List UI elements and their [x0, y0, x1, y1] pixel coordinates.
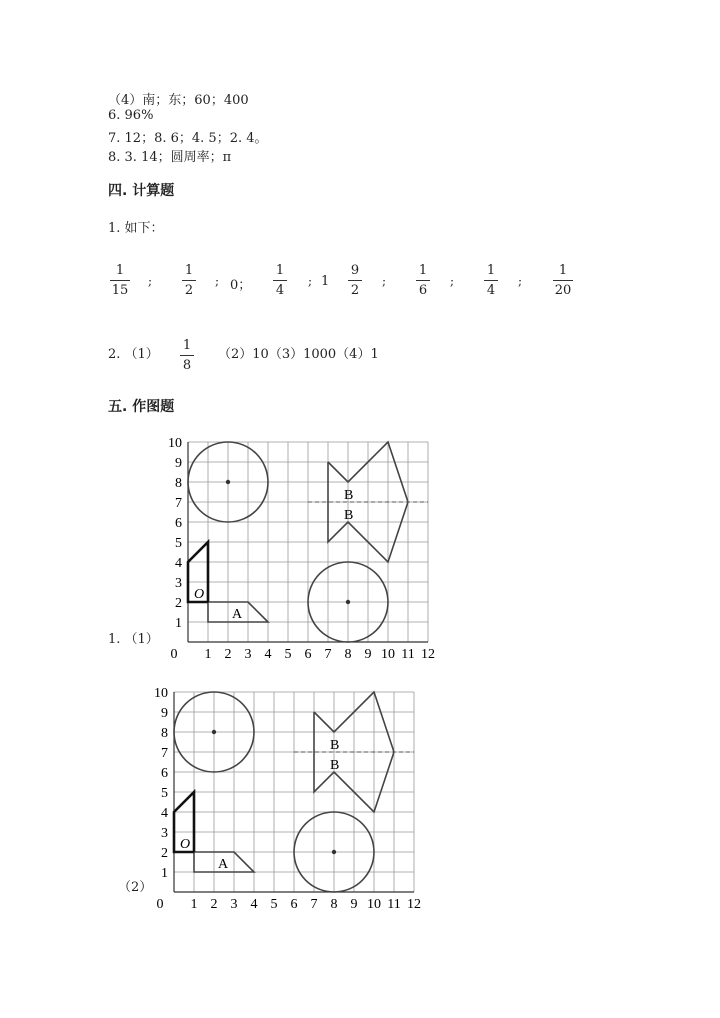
- label-b: B: [330, 738, 340, 753]
- fraction: [553, 263, 573, 298]
- y-tick-label: 7: [175, 496, 182, 511]
- y-tick-label: 6: [161, 766, 168, 781]
- y-tick-label: 7: [161, 746, 168, 761]
- x-tick-label: 2: [224, 647, 232, 662]
- fraction: [348, 263, 362, 298]
- y-tick-label: 8: [175, 476, 182, 491]
- x-tick-label: 5: [284, 647, 292, 662]
- y-tick-label: 4: [161, 806, 168, 821]
- separator: ;: [148, 274, 153, 288]
- zero-value: 0；: [230, 278, 252, 293]
- denominator: 4: [486, 283, 496, 298]
- x-tick-label: 7: [310, 897, 318, 912]
- circle-center-dot: [346, 600, 350, 604]
- numerator: 1: [275, 263, 285, 278]
- x-tick-label: 9: [350, 897, 358, 912]
- y-tick-label: 1: [175, 616, 182, 631]
- numerator: 1: [418, 263, 428, 278]
- y-tick-label: 9: [175, 456, 182, 471]
- q2-prefix: 2. （1）: [108, 347, 159, 362]
- numerator: 1: [115, 263, 125, 278]
- circle-center-dot: [212, 730, 216, 734]
- denominator: 15: [111, 283, 129, 298]
- numerator: 1: [184, 263, 194, 278]
- separator: ;: [450, 274, 455, 288]
- section-5-title: 五. 作图题: [108, 399, 175, 415]
- fraction: [273, 263, 287, 298]
- label-o: O: [194, 587, 205, 602]
- x-tick-label: 7: [324, 647, 332, 662]
- fraction: [416, 263, 430, 298]
- denominator: 2: [184, 283, 194, 298]
- numerator: 1: [558, 263, 568, 278]
- numerator: 9: [350, 263, 360, 278]
- fraction: [182, 263, 196, 298]
- y-tick-label: 2: [175, 596, 182, 611]
- x-tick-label: 4: [264, 647, 272, 662]
- label-a: A: [232, 607, 243, 622]
- one-value: 1: [321, 274, 330, 289]
- separator: ;: [215, 274, 220, 288]
- x-tick-label: 6: [304, 647, 312, 662]
- x-tick-label: 8: [344, 647, 352, 662]
- x-tick-label: 12: [421, 647, 435, 662]
- y-tick-label: 9: [161, 706, 168, 721]
- separator: ;: [382, 274, 387, 288]
- y-tick-label: 3: [175, 576, 182, 591]
- y-tick-label: 2: [161, 846, 168, 861]
- fraction: [110, 263, 130, 298]
- label-o: O: [180, 837, 191, 852]
- circle-center-dot: [226, 480, 230, 484]
- x-tick-label: 2: [210, 897, 218, 912]
- label-b: B: [344, 488, 354, 503]
- y-tick-label: 3: [161, 826, 168, 841]
- x-tick-label: 10: [381, 647, 395, 662]
- denominator: 20: [554, 283, 572, 298]
- x-tick-label: 9: [364, 647, 372, 662]
- x-tick-label: 4: [250, 897, 258, 912]
- x-tick-label: 1: [204, 647, 212, 662]
- x-tick-label: 3: [230, 897, 238, 912]
- y-tick-label: 6: [175, 516, 182, 531]
- denominator: 4: [275, 283, 285, 298]
- label-b: B: [344, 508, 354, 523]
- separator: ;: [518, 274, 523, 288]
- x-tick-label: 11: [401, 647, 415, 662]
- x-tick-label: 3: [244, 647, 252, 662]
- y-tick-label: 10: [154, 686, 168, 701]
- x-tick-label: 5: [270, 897, 278, 912]
- q1-label: 1. 如下：: [108, 221, 164, 236]
- numerator: 1: [182, 338, 192, 353]
- section-4-title: 四. 计算题: [108, 183, 175, 199]
- answer-line-7: 7. 12；8. 6；4. 5；2. 4。: [108, 131, 268, 146]
- y-tick-label: 1: [161, 866, 168, 881]
- x-tick-label: 12: [407, 897, 421, 912]
- denominator: 8: [182, 358, 192, 373]
- x-tick-label: 10: [367, 897, 381, 912]
- y-tick-label: 4: [175, 556, 182, 571]
- x-tick-label: 6: [290, 897, 298, 912]
- graph-figure-2: [146, 682, 436, 912]
- y-tick-label: 5: [175, 536, 182, 551]
- y-tick-label: 8: [161, 726, 168, 741]
- answer-line-6: 6. 96%: [108, 108, 154, 123]
- answer-line-8: 8. 3. 14；圆周率；π: [108, 150, 232, 165]
- x-tick-label: 0: [156, 897, 164, 912]
- fraction: [484, 263, 498, 298]
- circle-center-dot: [332, 850, 336, 854]
- denominator: 6: [418, 283, 428, 298]
- x-tick-label: 0: [170, 647, 178, 662]
- x-tick-label: 11: [387, 897, 401, 912]
- separator: ;: [308, 274, 313, 288]
- figure-1-label: 1. （1）: [108, 632, 159, 647]
- label-b: B: [330, 758, 340, 773]
- q2-rest: （2）10（3）1000（4）1: [218, 347, 379, 362]
- graph-figure-1: [160, 432, 450, 662]
- answer-line-4: （4）南；东；60；400: [108, 93, 249, 108]
- figure-2-label: （2）: [118, 880, 153, 895]
- y-tick-label: 10: [168, 436, 182, 451]
- x-tick-label: 1: [190, 897, 198, 912]
- x-tick-label: 8: [330, 897, 338, 912]
- label-a: A: [218, 857, 229, 872]
- denominator: 2: [350, 283, 360, 298]
- y-tick-label: 5: [161, 786, 168, 801]
- fraction: [180, 338, 194, 373]
- numerator: 1: [486, 263, 496, 278]
